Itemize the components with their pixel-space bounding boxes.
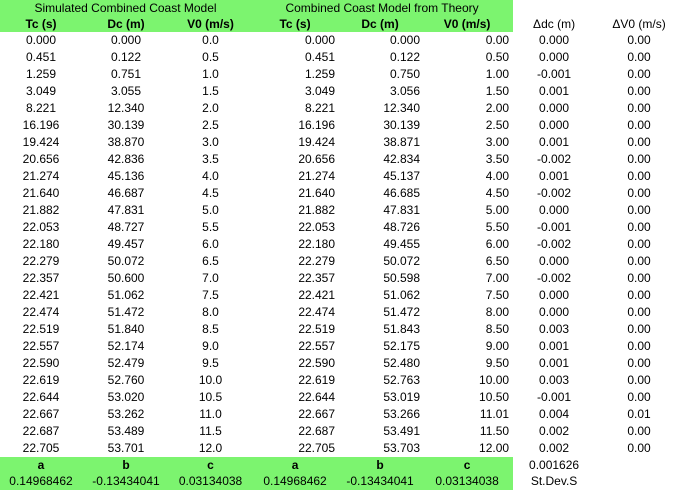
cell-theory-tc[interactable]: 8.221 [305, 101, 336, 115]
cell-theory-v0[interactable]: 4.00 [485, 169, 510, 183]
cell-sim-v0[interactable]: 5.0 [202, 203, 219, 217]
cell-theory-tc[interactable]: 22.557 [298, 339, 336, 353]
cell-theory-v0[interactable]: 10.00 [479, 373, 510, 387]
header-sim-dc[interactable]: Dc (m) [85, 16, 170, 32]
cell-theory-v0[interactable]: 2.50 [485, 118, 510, 132]
cell-theory-v0[interactable]: 7.50 [485, 288, 510, 302]
cell-sim-v0[interactable]: 4.5 [202, 186, 219, 200]
cell-sim-v0[interactable]: 8.0 [202, 305, 219, 319]
cell-theory-dc[interactable]: 52.480 [383, 356, 421, 370]
title-row [0, 0, 683, 16]
cell-sim-tc[interactable]: 22.590 [22, 356, 60, 370]
cell-theory-dc[interactable]: 53.266 [383, 407, 421, 421]
param-label[interactable]: b [85, 457, 170, 473]
cell-theory-dc[interactable]: 50.072 [383, 254, 421, 268]
cell-theory-dc[interactable]: 51.472 [383, 305, 421, 319]
cell-theory-dc[interactable]: 0.750 [390, 67, 421, 81]
table-row [0, 185, 683, 202]
cell-delta-dc[interactable]: -0.002 [537, 271, 572, 285]
cell-sim-tc[interactable]: 3.049 [25, 84, 57, 98]
cell-theory-v0[interactable]: 9.50 [485, 356, 510, 370]
cell-sim-v0[interactable]: 3.0 [202, 135, 219, 149]
table-row [0, 423, 683, 440]
cell-sim-dc[interactable]: 53.701 [107, 441, 145, 455]
cell-delta-dc[interactable]: 0.002 [539, 424, 570, 438]
table-row [0, 287, 683, 304]
table-row [0, 117, 683, 134]
cell-sim-dc[interactable]: 46.687 [107, 186, 145, 200]
cell-theory-v0[interactable]: 12.00 [479, 441, 510, 455]
cell-theory-tc[interactable]: 3.049 [305, 84, 336, 98]
cell-theory-v0[interactable]: 6.00 [485, 237, 510, 251]
cell-theory-tc[interactable]: 22.279 [298, 254, 336, 268]
cell-theory-tc[interactable]: 0.000 [305, 33, 336, 47]
cell-delta-dc[interactable]: 0.000 [539, 101, 570, 115]
stdev-label: St.Dev.S [530, 474, 578, 488]
cell-sim-tc[interactable]: 16.196 [22, 118, 60, 132]
cell-theory-tc[interactable]: 22.180 [298, 237, 336, 251]
cell-delta-v0[interactable]: 0.00 [627, 220, 651, 234]
cell-delta-dc[interactable]: 0.002 [539, 441, 570, 455]
cell-delta-v0[interactable]: 0.00 [627, 305, 651, 319]
cell-theory-tc[interactable]: 0.451 [305, 50, 336, 64]
cell-theory-v0[interactable]: 1.50 [485, 84, 510, 98]
cell-delta-v0[interactable]: 0.00 [627, 84, 651, 98]
cell-theory-dc[interactable]: 53.703 [383, 441, 421, 455]
cell-theory-tc[interactable]: 22.644 [298, 390, 336, 404]
cell-theory-tc[interactable]: 22.053 [298, 220, 336, 234]
cell-sim-v0[interactable]: 0.5 [202, 50, 219, 64]
table-row [0, 32, 683, 49]
table-row [0, 389, 683, 406]
table-row [0, 270, 683, 287]
cell-delta-dc[interactable]: 0.000 [539, 288, 570, 302]
cell-theory-tc[interactable]: 20.656 [298, 152, 336, 166]
cell-sim-tc[interactable]: 22.180 [22, 237, 60, 251]
cell-theory-v0[interactable]: 0.00 [485, 33, 510, 47]
cell-sim-v0[interactable]: 2.0 [202, 101, 219, 115]
cell-delta-dc[interactable]: 0.000 [539, 33, 570, 47]
cell-theory-v0[interactable]: 7.00 [485, 271, 510, 285]
cell-sim-v0[interactable]: 8.5 [202, 322, 219, 336]
cell-sim-v0[interactable]: 10.5 [198, 390, 223, 404]
cell-delta-v0[interactable]: 0.00 [627, 390, 651, 404]
cell-sim-tc[interactable]: 1.259 [25, 67, 57, 81]
cell-delta-dc[interactable]: -0.001 [537, 67, 572, 81]
cell-theory-tc[interactable]: 22.519 [298, 322, 336, 336]
cell-theory-tc[interactable]: 19.424 [298, 135, 336, 149]
table-row [0, 236, 683, 253]
cell-delta-v0[interactable]: 0.00 [627, 373, 651, 387]
title-theory: Combined Coast Model from Theory [254, 0, 513, 16]
cell-sim-dc[interactable]: 53.489 [107, 424, 145, 438]
header-delta-v0[interactable]: ΔV0 (m/s) [612, 17, 666, 31]
table-row [0, 100, 683, 117]
cell-theory-tc[interactable]: 22.421 [298, 288, 336, 302]
cell-theory-dc[interactable]: 52.175 [383, 339, 421, 353]
cell-sim-dc[interactable]: 52.479 [107, 356, 145, 370]
cell-sim-tc[interactable]: 21.882 [22, 203, 60, 217]
cell-theory-tc[interactable]: 1.259 [305, 67, 336, 81]
cell-delta-v0[interactable]: 0.00 [627, 118, 651, 132]
cell-theory-v0[interactable]: 6.50 [485, 254, 510, 268]
cell-sim-v0[interactable]: 2.5 [202, 118, 219, 132]
param-label-row [0, 457, 683, 473]
cell-theory-v0[interactable]: 5.00 [485, 203, 510, 217]
table-row [0, 151, 683, 168]
cell-sim-dc[interactable]: 0.122 [110, 50, 142, 64]
table-row [0, 202, 683, 219]
cell-delta-v0[interactable]: 0.00 [627, 271, 651, 285]
cell-delta-dc[interactable]: 0.001 [539, 356, 570, 370]
table-row [0, 304, 683, 321]
cell-theory-dc[interactable]: 30.139 [383, 118, 421, 132]
header-theory-dc[interactable]: Dc (m) [339, 16, 424, 32]
cell-theory-dc[interactable]: 47.831 [383, 203, 421, 217]
cell-sim-tc[interactable]: 21.640 [22, 186, 60, 200]
table-row [0, 355, 683, 372]
header-row [0, 16, 683, 32]
title-simulated: Simulated Combined Coast Model [0, 0, 254, 16]
cell-theory-dc[interactable]: 45.137 [383, 169, 421, 183]
param-label[interactable]: c [424, 457, 513, 473]
cell-sim-dc[interactable]: 38.870 [107, 135, 145, 149]
cell-theory-v0[interactable]: 11.50 [479, 424, 510, 438]
cell-sim-v0[interactable]: 11.0 [199, 407, 222, 421]
param-value[interactable]: -0.13434041 [339, 473, 424, 490]
cell-theory-v0[interactable]: 3.00 [485, 135, 510, 149]
header-theory-v0[interactable]: V0 (m/s) [424, 16, 513, 32]
cell-delta-v0[interactable]: 0.00 [627, 135, 651, 149]
param-value[interactable]: 0.03134038 [424, 473, 513, 490]
param-label[interactable]: b [339, 457, 424, 473]
cell-sim-v0[interactable]: 12.0 [198, 441, 223, 455]
table-row [0, 49, 683, 66]
cell-sim-tc[interactable]: 20.656 [22, 152, 60, 166]
cell-delta-v0[interactable]: 0.00 [627, 424, 651, 438]
table-row [0, 134, 683, 151]
header-sim-tc[interactable]: Tc (s) [0, 16, 85, 32]
cell-theory-tc[interactable]: 22.619 [298, 373, 336, 387]
cell-sim-v0[interactable]: 3.5 [202, 152, 219, 166]
cell-theory-tc[interactable]: 21.882 [298, 203, 336, 217]
cell-delta-dc[interactable]: 0.001 [539, 84, 570, 98]
cell-sim-dc[interactable]: 3.055 [110, 84, 142, 98]
cell-sim-dc[interactable]: 48.727 [107, 220, 145, 234]
cell-sim-tc[interactable]: 22.687 [22, 424, 60, 438]
cell-sim-dc[interactable]: 49.457 [107, 237, 145, 251]
stdev-value[interactable]: 0.001626 [529, 458, 580, 472]
header-delta-dc[interactable]: Δdc (m) [533, 17, 576, 31]
cell-theory-tc[interactable]: 21.274 [298, 169, 336, 183]
table-row [0, 219, 683, 236]
cell-sim-v0[interactable]: 5.5 [202, 220, 219, 234]
cell-sim-v0[interactable]: 4.0 [202, 169, 219, 183]
cell-sim-tc[interactable]: 22.474 [22, 305, 60, 319]
cell-delta-v0[interactable]: 0.00 [627, 50, 651, 64]
table-row [0, 372, 683, 389]
cell-delta-dc[interactable]: -0.002 [537, 237, 572, 251]
cell-delta-v0[interactable]: 0.00 [627, 254, 651, 268]
table-row [0, 168, 683, 185]
cell-theory-dc[interactable]: 49.455 [383, 237, 421, 251]
cell-sim-dc[interactable]: 50.072 [107, 254, 145, 268]
cell-sim-dc[interactable]: 53.020 [107, 390, 145, 404]
cell-theory-v0[interactable]: 1.00 [485, 67, 510, 81]
table-row [0, 440, 683, 457]
cell-theory-dc[interactable]: 0.122 [390, 50, 421, 64]
cell-sim-tc[interactable]: 22.357 [22, 271, 60, 285]
cell-delta-dc[interactable]: -0.002 [537, 152, 572, 166]
cell-theory-dc[interactable]: 46.685 [383, 186, 421, 200]
cell-delta-dc[interactable]: 0.003 [539, 322, 570, 336]
param-label[interactable]: a [0, 457, 85, 473]
cell-sim-dc[interactable]: 52.760 [107, 373, 145, 387]
cell-theory-tc[interactable]: 22.705 [298, 441, 336, 455]
cell-delta-v0[interactable]: 0.00 [627, 152, 651, 166]
cell-theory-tc[interactable]: 21.640 [298, 186, 336, 200]
cell-sim-tc[interactable]: 22.053 [22, 220, 60, 234]
cell-delta-v0[interactable]: 0.00 [627, 186, 651, 200]
cell-sim-tc[interactable]: 19.424 [22, 135, 60, 149]
cell-sim-dc[interactable]: 47.831 [107, 203, 145, 217]
cell-delta-v0[interactable]: 0.00 [627, 288, 651, 302]
cell-theory-tc[interactable]: 22.357 [298, 271, 336, 285]
cell-delta-v0[interactable]: 0.00 [627, 169, 651, 183]
cell-sim-v0[interactable]: 9.0 [202, 339, 219, 353]
header-sim-v0[interactable]: V0 (m/s) [170, 16, 254, 32]
cell-sim-v0[interactable]: 9.5 [202, 356, 219, 370]
cell-delta-dc[interactable]: 0.004 [539, 407, 570, 421]
cell-delta-dc[interactable]: -0.001 [537, 220, 572, 234]
param-value[interactable]: 0.14968462 [254, 473, 339, 490]
cell-sim-dc[interactable]: 51.062 [107, 288, 145, 302]
cell-delta-v0[interactable]: 0.00 [627, 33, 651, 47]
header-theory-tc[interactable]: Tc (s) [254, 16, 339, 32]
cell-theory-dc[interactable]: 12.340 [383, 101, 421, 115]
cell-sim-dc[interactable]: 30.139 [107, 118, 145, 132]
cell-sim-v0[interactable]: 6.5 [202, 254, 219, 268]
cell-sim-tc[interactable]: 22.421 [22, 288, 60, 302]
cell-delta-dc[interactable]: 0.000 [539, 203, 570, 217]
cell-delta-v0[interactable]: 0.00 [627, 67, 651, 81]
cell-theory-dc[interactable]: 53.019 [383, 390, 421, 404]
table-row [0, 321, 683, 338]
param-value-row [0, 473, 683, 490]
cell-sim-v0[interactable]: 7.0 [202, 271, 219, 285]
cell-theory-dc[interactable]: 3.056 [390, 84, 421, 98]
cell-theory-dc[interactable]: 51.062 [383, 288, 421, 302]
cell-delta-v0[interactable]: 0.00 [627, 339, 651, 353]
cell-sim-dc[interactable]: 52.174 [107, 339, 145, 353]
cell-sim-tc[interactable]: 22.705 [22, 441, 60, 455]
cell-theory-dc[interactable]: 50.598 [383, 271, 421, 285]
cell-sim-dc[interactable]: 42.836 [107, 152, 145, 166]
cell-theory-v0[interactable]: 8.00 [485, 305, 510, 319]
cell-theory-dc[interactable]: 53.491 [383, 424, 421, 438]
cell-theory-v0[interactable]: 4.50 [485, 186, 510, 200]
cell-theory-v0[interactable]: 0.50 [485, 50, 510, 64]
param-value[interactable]: 0.14968462 [0, 473, 85, 490]
table-row [0, 338, 683, 355]
param-label[interactable]: a [254, 457, 339, 473]
cell-sim-tc[interactable]: 22.644 [22, 390, 60, 404]
cell-sim-dc[interactable]: 0.751 [110, 67, 142, 81]
cell-sim-v0[interactable]: 0.0 [202, 33, 219, 47]
cell-theory-tc[interactable]: 22.667 [298, 407, 336, 421]
cell-theory-tc[interactable]: 22.474 [298, 305, 336, 319]
cell-delta-dc[interactable]: 0.001 [539, 339, 570, 353]
cell-delta-v0[interactable]: 0.01 [627, 407, 651, 421]
cell-delta-dc[interactable]: 0.000 [539, 118, 570, 132]
cell-delta-dc[interactable]: -0.002 [537, 186, 572, 200]
param-value[interactable]: 0.03134038 [170, 473, 254, 490]
cell-theory-tc[interactable]: 22.687 [298, 424, 336, 438]
cell-sim-dc[interactable]: 51.472 [107, 305, 145, 319]
table-row [0, 66, 683, 83]
cell-sim-tc[interactable]: 22.619 [22, 373, 60, 387]
cell-sim-v0[interactable]: 11.5 [199, 424, 222, 438]
cell-theory-v0[interactable]: 11.01 [479, 407, 510, 421]
cell-delta-v0[interactable]: 0.00 [627, 441, 651, 455]
cell-sim-v0[interactable]: 10.0 [198, 373, 223, 387]
cell-theory-dc[interactable]: 42.834 [383, 152, 421, 166]
cell-theory-dc[interactable]: 51.843 [383, 322, 421, 336]
cell-theory-v0[interactable]: 8.50 [485, 322, 510, 336]
cell-sim-v0[interactable]: 1.0 [202, 67, 219, 81]
cell-theory-dc[interactable]: 48.726 [383, 220, 421, 234]
cell-sim-tc[interactable]: 22.279 [22, 254, 60, 268]
cell-sim-dc[interactable]: 53.262 [107, 407, 145, 421]
cell-delta-dc[interactable]: 0.001 [539, 135, 570, 149]
cell-theory-dc[interactable]: 52.763 [383, 373, 421, 387]
cell-sim-dc[interactable]: 45.136 [107, 169, 145, 183]
cell-theory-v0[interactable]: 5.50 [485, 220, 510, 234]
param-label[interactable]: c [170, 457, 254, 473]
cell-delta-dc[interactable]: 0.000 [539, 254, 570, 268]
cell-sim-dc[interactable]: 50.600 [107, 271, 145, 285]
cell-theory-v0[interactable]: 9.00 [485, 339, 510, 353]
cell-sim-v0[interactable]: 6.0 [202, 237, 219, 251]
cell-sim-v0[interactable]: 7.5 [202, 288, 219, 302]
cell-delta-v0[interactable]: 0.00 [627, 101, 651, 115]
cell-sim-tc[interactable]: 22.557 [22, 339, 60, 353]
cell-delta-dc[interactable]: -0.001 [537, 390, 572, 404]
cell-theory-dc[interactable]: 38.871 [383, 135, 421, 149]
cell-sim-dc[interactable]: 0.000 [110, 33, 142, 47]
cell-sim-tc[interactable]: 0.451 [25, 50, 57, 64]
cell-delta-v0[interactable]: 0.00 [627, 356, 651, 370]
cell-theory-v0[interactable]: 10.50 [479, 390, 510, 404]
cell-sim-tc[interactable]: 21.274 [22, 169, 60, 183]
cell-delta-dc[interactable]: 0.000 [539, 50, 570, 64]
cell-sim-tc[interactable]: 22.519 [22, 322, 60, 336]
cell-theory-tc[interactable]: 16.196 [298, 118, 336, 132]
cell-sim-tc[interactable]: 22.667 [22, 407, 60, 421]
cell-theory-v0[interactable]: 3.50 [485, 152, 510, 166]
table-row [0, 406, 683, 423]
cell-delta-dc[interactable]: 0.003 [539, 373, 570, 387]
cell-sim-tc[interactable]: 0.000 [25, 33, 57, 47]
cell-sim-v0[interactable]: 1.5 [202, 84, 219, 98]
cell-theory-tc[interactable]: 22.590 [298, 356, 336, 370]
cell-sim-dc[interactable]: 12.340 [107, 101, 145, 115]
table-row [0, 83, 683, 100]
cell-theory-v0[interactable]: 2.00 [485, 101, 510, 115]
cell-delta-dc[interactable]: 0.000 [539, 305, 570, 319]
cell-delta-v0[interactable]: 0.00 [627, 322, 651, 336]
table-row [0, 253, 683, 270]
cell-theory-dc[interactable]: 0.000 [390, 33, 421, 47]
cell-delta-dc[interactable]: 0.001 [539, 169, 570, 183]
cell-delta-v0[interactable]: 0.00 [627, 203, 651, 217]
cell-sim-dc[interactable]: 51.840 [107, 322, 145, 336]
param-value[interactable]: -0.13434041 [85, 473, 170, 490]
cell-sim-tc[interactable]: 8.221 [25, 101, 57, 115]
cell-delta-v0[interactable]: 0.00 [627, 237, 651, 251]
